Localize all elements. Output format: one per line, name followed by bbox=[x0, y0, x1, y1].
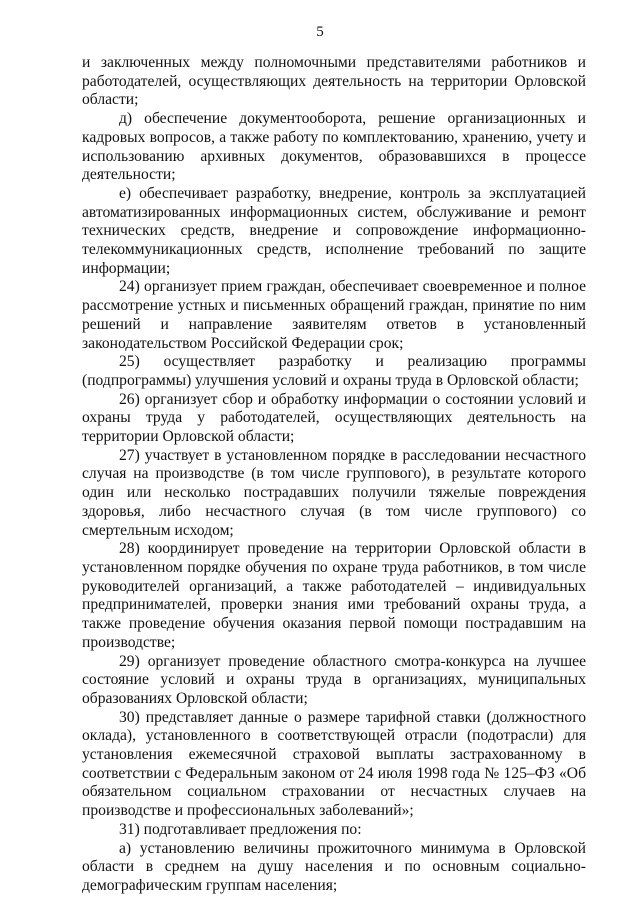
paragraph-26: 26) организует сбор и обработку информации о состоянии условий и охраны труда у работодателей, осуществляющих деятельность на территории Орловской области; bbox=[82, 390, 586, 446]
paragraph-e: е) обеспечивает разработку, внедрение, контроль за эксплуатацией автоматизированных информационных систем, обслуживание и ремонт технических средств, внедрение и сопровождение информационно-телекоммуникационных средств, исполнение требований по защите информации; bbox=[82, 184, 586, 277]
paragraph-25: 25) осуществляет разработку и реализацию программы (подпрограммы) улучшения условий и охраны труда в Орловской области; bbox=[82, 353, 586, 389]
paragraph-29: 29) организует проведение областного смотра-конкурса на лучшее состояние условий и охраны труда в организациях, муниципальных образованиях Орловской области; bbox=[82, 652, 586, 707]
document-body bbox=[82, 54, 586, 896]
paragraph-30: 30) представляет данные о размере тарифной ставки (должностного оклада), установленного в соответствующей отрасли (подотрасли) для установления ежемесячной страховой выплаты застрахованному в соответствии с Федеральным законом от 24 июля 1998 года № 125–ФЗ «Об обязательном социальном страховании от несчастных случаев на производстве и профессиональных заболеваний»; bbox=[82, 708, 586, 820]
paragraph-28: 28) координирует проведение на территории Орловской области в установленном порядке обучения по охране труда работников, в том числе руководителей организаций, а также работодателей – индивидуальных предпринимателей, проверки знания ими требований охраны труда, а также проведение обучения оказания первой помощи пострадавшим на производстве; bbox=[82, 540, 586, 651]
paragraph-continuation: и заключенных между полномочными представителями работников и работодателей, осуществляющих деятельность на территории Орловской области; bbox=[82, 54, 586, 109]
paragraph-d: д) обеспечение документооборота, решение организационных и кадровых вопросов, а также работу по комплектованию, хранению, учету и использованию архивных документов, образовавшихся в процессе деятельности; bbox=[82, 110, 586, 184]
page-number: 5 bbox=[316, 24, 324, 40]
paragraph-31-a: а) установлению величины прожиточного минимума в Орловской области в среднем на душу населения и по основным социально-демографическим группам населения; bbox=[82, 839, 586, 894]
paragraph-24: 24) организует прием граждан, обеспечивает своевременное и полное рассмотрение устных и письменных обращений граждан, принятие по ним решений и направление заявителям ответов в установленный законодательством Российской Федерации срок; bbox=[82, 278, 586, 352]
paragraph-31: 31) подготавливает предложения по: bbox=[119, 820, 362, 838]
paragraph-27: 27) участвует в установленном порядке в расследовании несчастного случая на производстве (в том числе группового), в результате которого один или несколько пострадавших получили тяжелые повреждения здоровья, либо несчастного случая (в том числе группового) со смертельным исходом; bbox=[82, 446, 586, 539]
